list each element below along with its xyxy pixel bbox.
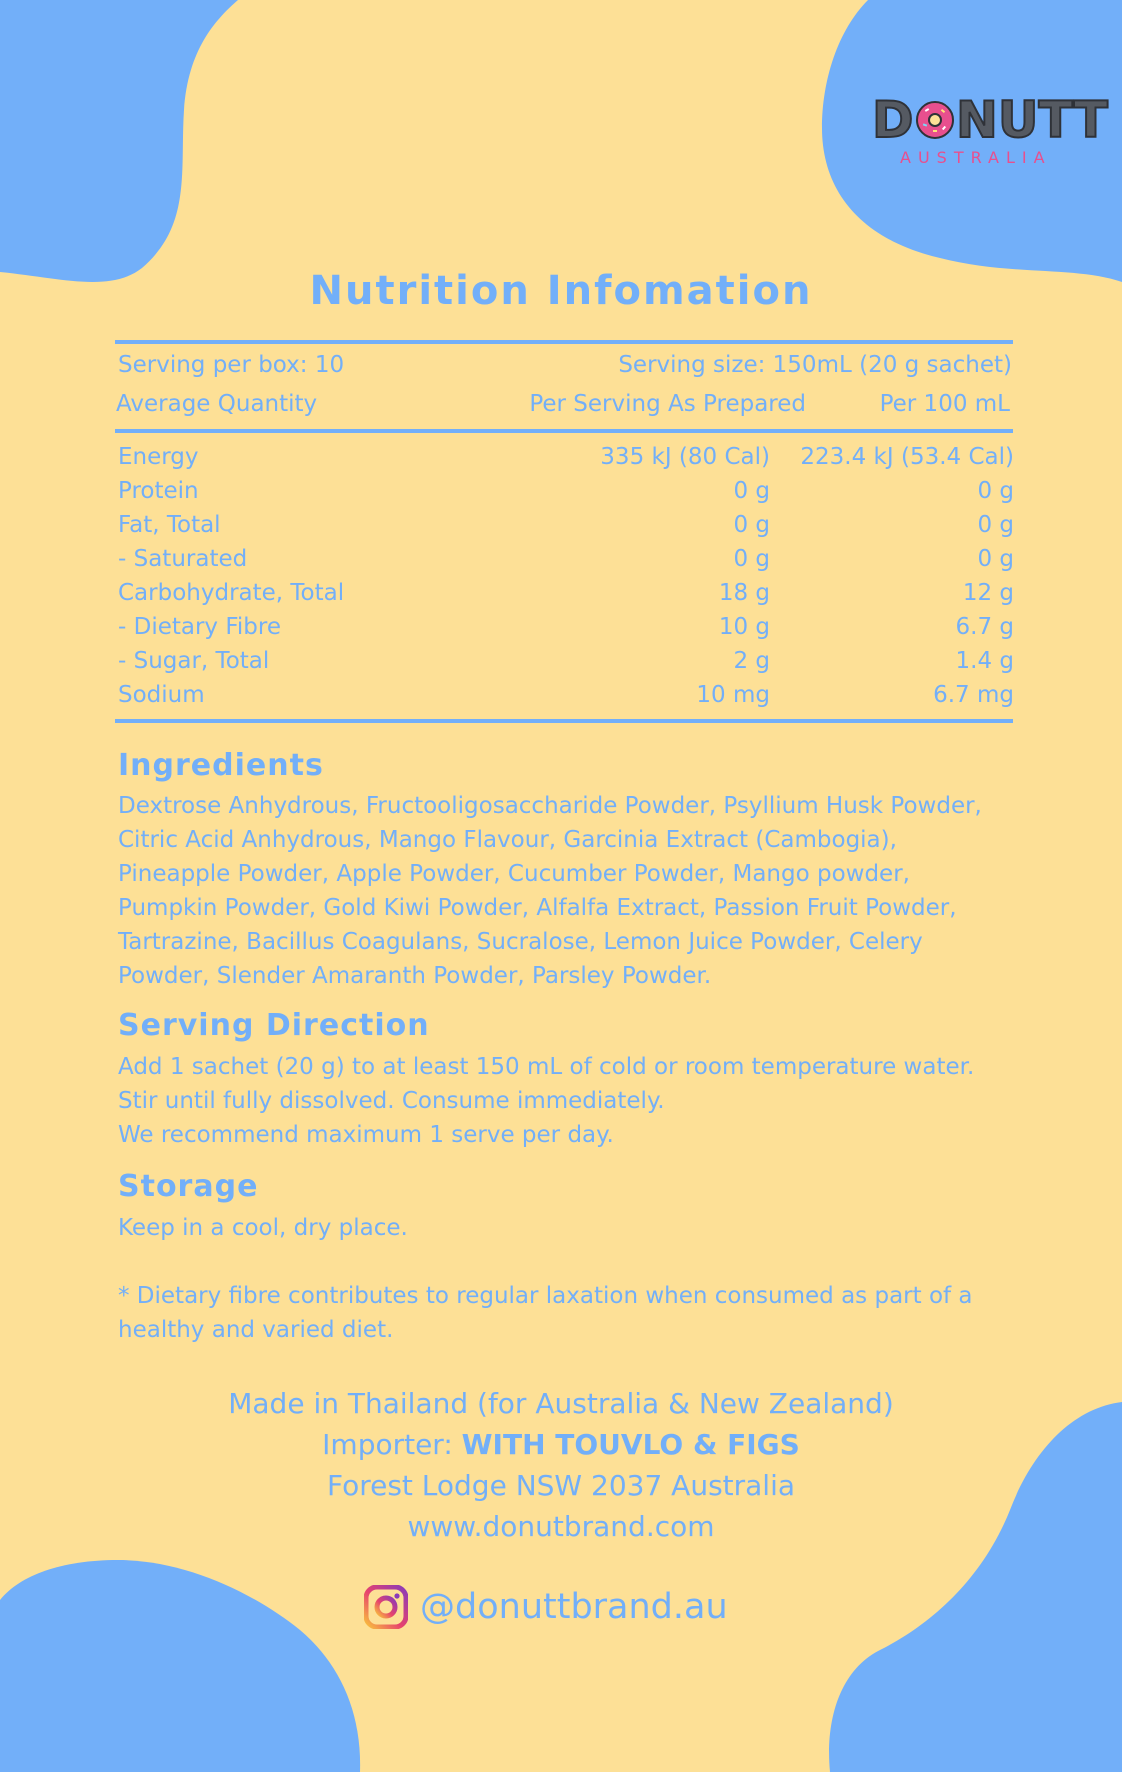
website-link[interactable]: www.donutbrand.com bbox=[407, 1510, 715, 1543]
per-100ml-value: 6.7 g bbox=[955, 614, 1014, 640]
blob-bottom-left bbox=[0, 1560, 360, 1772]
table-row bbox=[118, 512, 1014, 546]
per-serving-value: 10 mg bbox=[696, 682, 770, 708]
storage-line: Keep in a cool, dry place. bbox=[118, 1215, 408, 1241]
per-serving-value: 0 g bbox=[733, 546, 770, 572]
serving-direction-text bbox=[118, 1050, 1018, 1152]
nutrient-name: Energy bbox=[118, 444, 199, 470]
per-100ml-value: 0 g bbox=[977, 478, 1014, 504]
importer-name: WITH TOUVLO & FIGS bbox=[461, 1428, 800, 1461]
note-line: healthy and varied diet. bbox=[118, 1317, 394, 1343]
per-serving-value: 0 g bbox=[733, 478, 770, 504]
nutrient-name: - Dietary Fibre bbox=[118, 614, 281, 640]
per-serving-value: 0 g bbox=[733, 512, 770, 538]
ingredients-text bbox=[118, 789, 1018, 993]
nutrient-name: Fat, Total bbox=[118, 512, 221, 538]
serving-size: Serving size: 150mL (20 g sachet) bbox=[618, 352, 1012, 378]
importer-label: Importer: bbox=[322, 1428, 462, 1461]
table-row bbox=[118, 444, 1014, 478]
per-100ml-value: 223.4 kJ (53.4 Cal) bbox=[800, 444, 1014, 470]
importer bbox=[0, 1424, 1122, 1465]
donut-icon bbox=[915, 100, 955, 140]
ingredients-line: Citric Acid Anhydrous, Mango Flavour, Garcinia Extract (Cambogia), bbox=[118, 827, 897, 853]
page-title: Nutrition Infomation bbox=[309, 268, 813, 314]
nutrient-name: - Saturated bbox=[118, 546, 248, 572]
header-per-serving: Per Serving As Prepared bbox=[529, 391, 806, 417]
instagram-handle-row[interactable] bbox=[364, 1584, 728, 1630]
logo-wordmark: D NUTT bbox=[872, 91, 1108, 149]
nutrient-name: Sodium bbox=[118, 682, 205, 708]
ingredients-line: Pineapple Powder, Apple Powder, Cucumber Powder, Mango powder, bbox=[118, 861, 910, 887]
serving-per-box: Serving per box: 10 bbox=[118, 352, 345, 378]
note-line: * Dietary fibre contributes to regular laxation when consumed as part of a bbox=[118, 1283, 973, 1309]
storage-heading: Storage bbox=[118, 1169, 259, 1204]
header-average-quantity: Average Quantity bbox=[116, 391, 318, 417]
per-100ml-value: 0 g bbox=[977, 546, 1014, 572]
per-serving-value: 10 g bbox=[718, 614, 770, 640]
per-serving-value: 18 g bbox=[718, 580, 770, 606]
dietary-fibre-note bbox=[118, 1279, 1018, 1347]
per-100ml-value: 1.4 g bbox=[955, 648, 1014, 674]
serving-direction-line: Stir until fully dissolved. Consume immediately. bbox=[118, 1088, 665, 1114]
logo-subtitle: AUSTRALIA bbox=[900, 148, 1052, 167]
serving-direction-line: Add 1 sachet (20 g) to at least 150 mL of cold or room temperature water. bbox=[118, 1054, 975, 1080]
brand-logo bbox=[872, 91, 1108, 172]
nutrient-name: Carbohydrate, Total bbox=[118, 580, 345, 606]
serving-direction-line: We recommend maximum 1 serve per day. bbox=[118, 1122, 614, 1148]
blob-top-left bbox=[0, 0, 238, 282]
made-in: Made in Thailand (for Australia & New Zealand) bbox=[228, 1387, 894, 1420]
serving-direction-heading: Serving Direction bbox=[118, 1008, 430, 1043]
table-row bbox=[118, 614, 1014, 648]
instagram-icon bbox=[364, 1585, 408, 1629]
per-100ml-value: 12 g bbox=[962, 580, 1014, 606]
table-row bbox=[118, 546, 1014, 580]
table-row bbox=[118, 478, 1014, 512]
ingredients-line: Powder, Slender Amaranth Powder, Parsley Powder. bbox=[118, 963, 712, 989]
ingredients-line: Tartrazine, Bacillus Coagulans, Sucralose, Lemon Juice Powder, Celery bbox=[118, 929, 923, 955]
table-bottom-rule bbox=[115, 719, 1013, 723]
table-row bbox=[118, 648, 1014, 682]
per-serving-value: 2 g bbox=[733, 648, 770, 674]
ingredients-line: Dextrose Anhydrous, Fructooligosaccharide Powder, Psyllium Husk Powder, bbox=[118, 793, 982, 819]
ingredients-heading: Ingredients bbox=[118, 748, 324, 783]
table-row bbox=[118, 580, 1014, 614]
table-header-rule bbox=[115, 429, 1013, 433]
per-100ml-value: 6.7 mg bbox=[933, 682, 1014, 708]
address: Forest Lodge NSW 2037 Australia bbox=[326, 1469, 796, 1502]
storage-text bbox=[118, 1211, 1018, 1245]
nutrient-name: - Sugar, Total bbox=[118, 648, 270, 674]
nutrient-name: Protein bbox=[118, 478, 199, 504]
ingredients-line: Pumpkin Powder, Gold Kiwi Powder, Alfalfa Extract, Passion Fruit Powder, bbox=[118, 895, 957, 921]
instagram-handle[interactable]: @donuttbrand.au bbox=[420, 1587, 728, 1627]
footer-info bbox=[0, 1383, 1122, 1547]
table-row bbox=[118, 682, 1014, 716]
table-top-rule bbox=[115, 340, 1013, 344]
per-serving-value: 335 kJ (80 Cal) bbox=[600, 444, 770, 470]
header-per-100ml: Per 100 mL bbox=[879, 391, 1010, 417]
per-100ml-value: 0 g bbox=[977, 512, 1014, 538]
